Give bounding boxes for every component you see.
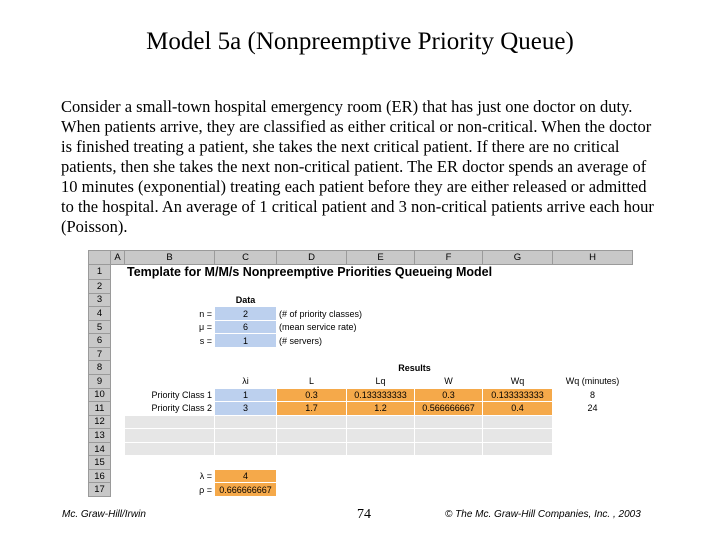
- col-header: E: [347, 251, 415, 265]
- unused-row-cell: [125, 429, 215, 443]
- corner-cell: [89, 251, 111, 265]
- n-note: (# of priority classes): [277, 307, 415, 321]
- row-header: 2: [89, 280, 111, 294]
- mu-value: 6: [215, 320, 277, 334]
- rho-label: ρ =: [125, 483, 215, 497]
- class1-label: Priority Class 1: [125, 388, 215, 402]
- slide-title: Model 5a (Nonpreemptive Priority Queue): [146, 28, 574, 55]
- row-header: 8: [89, 361, 111, 375]
- class2-Lq: 1.2: [347, 402, 415, 416]
- footer-publisher: Mc. Graw-Hill/Irwin: [62, 509, 146, 520]
- col-header: G: [483, 251, 553, 265]
- col-Lq: Lq: [347, 375, 415, 389]
- col-W: W: [415, 375, 483, 389]
- class1-lambda: 1: [215, 388, 277, 402]
- spreadsheet-image: [88, 250, 632, 497]
- row-header: 14: [89, 442, 111, 456]
- unused-row-cell: [347, 429, 415, 443]
- unused-row-cell: [483, 429, 553, 443]
- rho-value: 0.666666667: [215, 483, 277, 497]
- unused-row-cell: [347, 442, 415, 456]
- n-value: 2: [215, 307, 277, 321]
- class2-W: 0.566666667: [415, 402, 483, 416]
- class1-Lq: 0.133333333: [347, 388, 415, 402]
- lambda-total-label: λ =: [125, 469, 215, 483]
- footer-copyright: © The Mc. Graw-Hill Companies, Inc. , 2003: [445, 509, 641, 520]
- unused-row-cell: [415, 415, 483, 429]
- unused-row-cell: [277, 415, 347, 429]
- unused-row-cell: [215, 429, 277, 443]
- col-header: A: [111, 251, 125, 265]
- unused-row-cell: [215, 442, 277, 456]
- n-label: n =: [125, 307, 215, 321]
- col-L: L: [277, 375, 347, 389]
- col-Wq: Wq: [483, 375, 553, 389]
- row-header: 4: [89, 307, 111, 321]
- class2-label: Priority Class 2: [125, 402, 215, 416]
- s-note: (# servers): [277, 334, 415, 348]
- class1-W: 0.3: [415, 388, 483, 402]
- col-header: F: [415, 251, 483, 265]
- unused-row-cell: [415, 429, 483, 443]
- unused-row-cell: [415, 442, 483, 456]
- problem-description: Consider a small-town hospital emergency room (ER) that has just one doctor on duty. When patients arrive, they are classified as either critical or non-critical. When the doctor is finished treating a patient, she takes the next critical patient. If there are no critical patients, then she takes the next non-critical patient. The ER doctor spends an average of 10 minutes (exponential) treating each patient before they are either released or admitted to the hospital. An average of 1 critical patient and 3 non-critical patients arrive each hour (Poisson).: [61, 97, 654, 236]
- results-header: Results: [347, 361, 483, 375]
- data-header: Data: [215, 293, 277, 307]
- unused-row-cell: [483, 442, 553, 456]
- unused-row-cell: [347, 415, 415, 429]
- row-header: 17: [89, 483, 111, 497]
- row-header: 11: [89, 402, 111, 416]
- mu-note: (mean service rate): [277, 320, 415, 334]
- unused-row-cell: [125, 415, 215, 429]
- s-label: s =: [125, 334, 215, 348]
- unused-row-cell: [125, 442, 215, 456]
- row-header: 10: [89, 388, 111, 402]
- class1-Wq: 0.133333333: [483, 388, 553, 402]
- row-header: 6: [89, 334, 111, 348]
- unused-row-cell: [277, 429, 347, 443]
- col-lambda: λi: [215, 375, 277, 389]
- col-Wq-minutes: Wq (minutes): [553, 375, 633, 389]
- col-header: B: [125, 251, 215, 265]
- page-number: 74: [357, 507, 371, 522]
- col-header: H: [553, 251, 633, 265]
- class1-Wq-minutes: 8: [553, 388, 633, 402]
- row-header: 5: [89, 320, 111, 334]
- unused-row-cell: [277, 442, 347, 456]
- col-header: C: [215, 251, 277, 265]
- class2-Wq: 0.4: [483, 402, 553, 416]
- spreadsheet-grid: [88, 250, 633, 497]
- mu-label: μ =: [125, 320, 215, 334]
- class2-L: 1.7: [277, 402, 347, 416]
- lambda-total-value: 4: [215, 469, 277, 483]
- s-value: 1: [215, 334, 277, 348]
- row-header: 1: [89, 264, 111, 280]
- row-header: 16: [89, 469, 111, 483]
- col-header: D: [277, 251, 347, 265]
- class1-L: 0.3: [277, 388, 347, 402]
- row-header: 3: [89, 293, 111, 307]
- row-header: 9: [89, 375, 111, 389]
- class2-lambda: 3: [215, 402, 277, 416]
- row-header: 12: [89, 415, 111, 429]
- row-header: 7: [89, 347, 111, 361]
- unused-row-cell: [483, 415, 553, 429]
- row-header: 13: [89, 429, 111, 443]
- row-header: 15: [89, 456, 111, 470]
- unused-row-cell: [215, 415, 277, 429]
- class2-Wq-minutes: 24: [553, 402, 633, 416]
- model-title: Template for M/M/s Nonpreemptive Priorities Queueing Model: [125, 264, 633, 280]
